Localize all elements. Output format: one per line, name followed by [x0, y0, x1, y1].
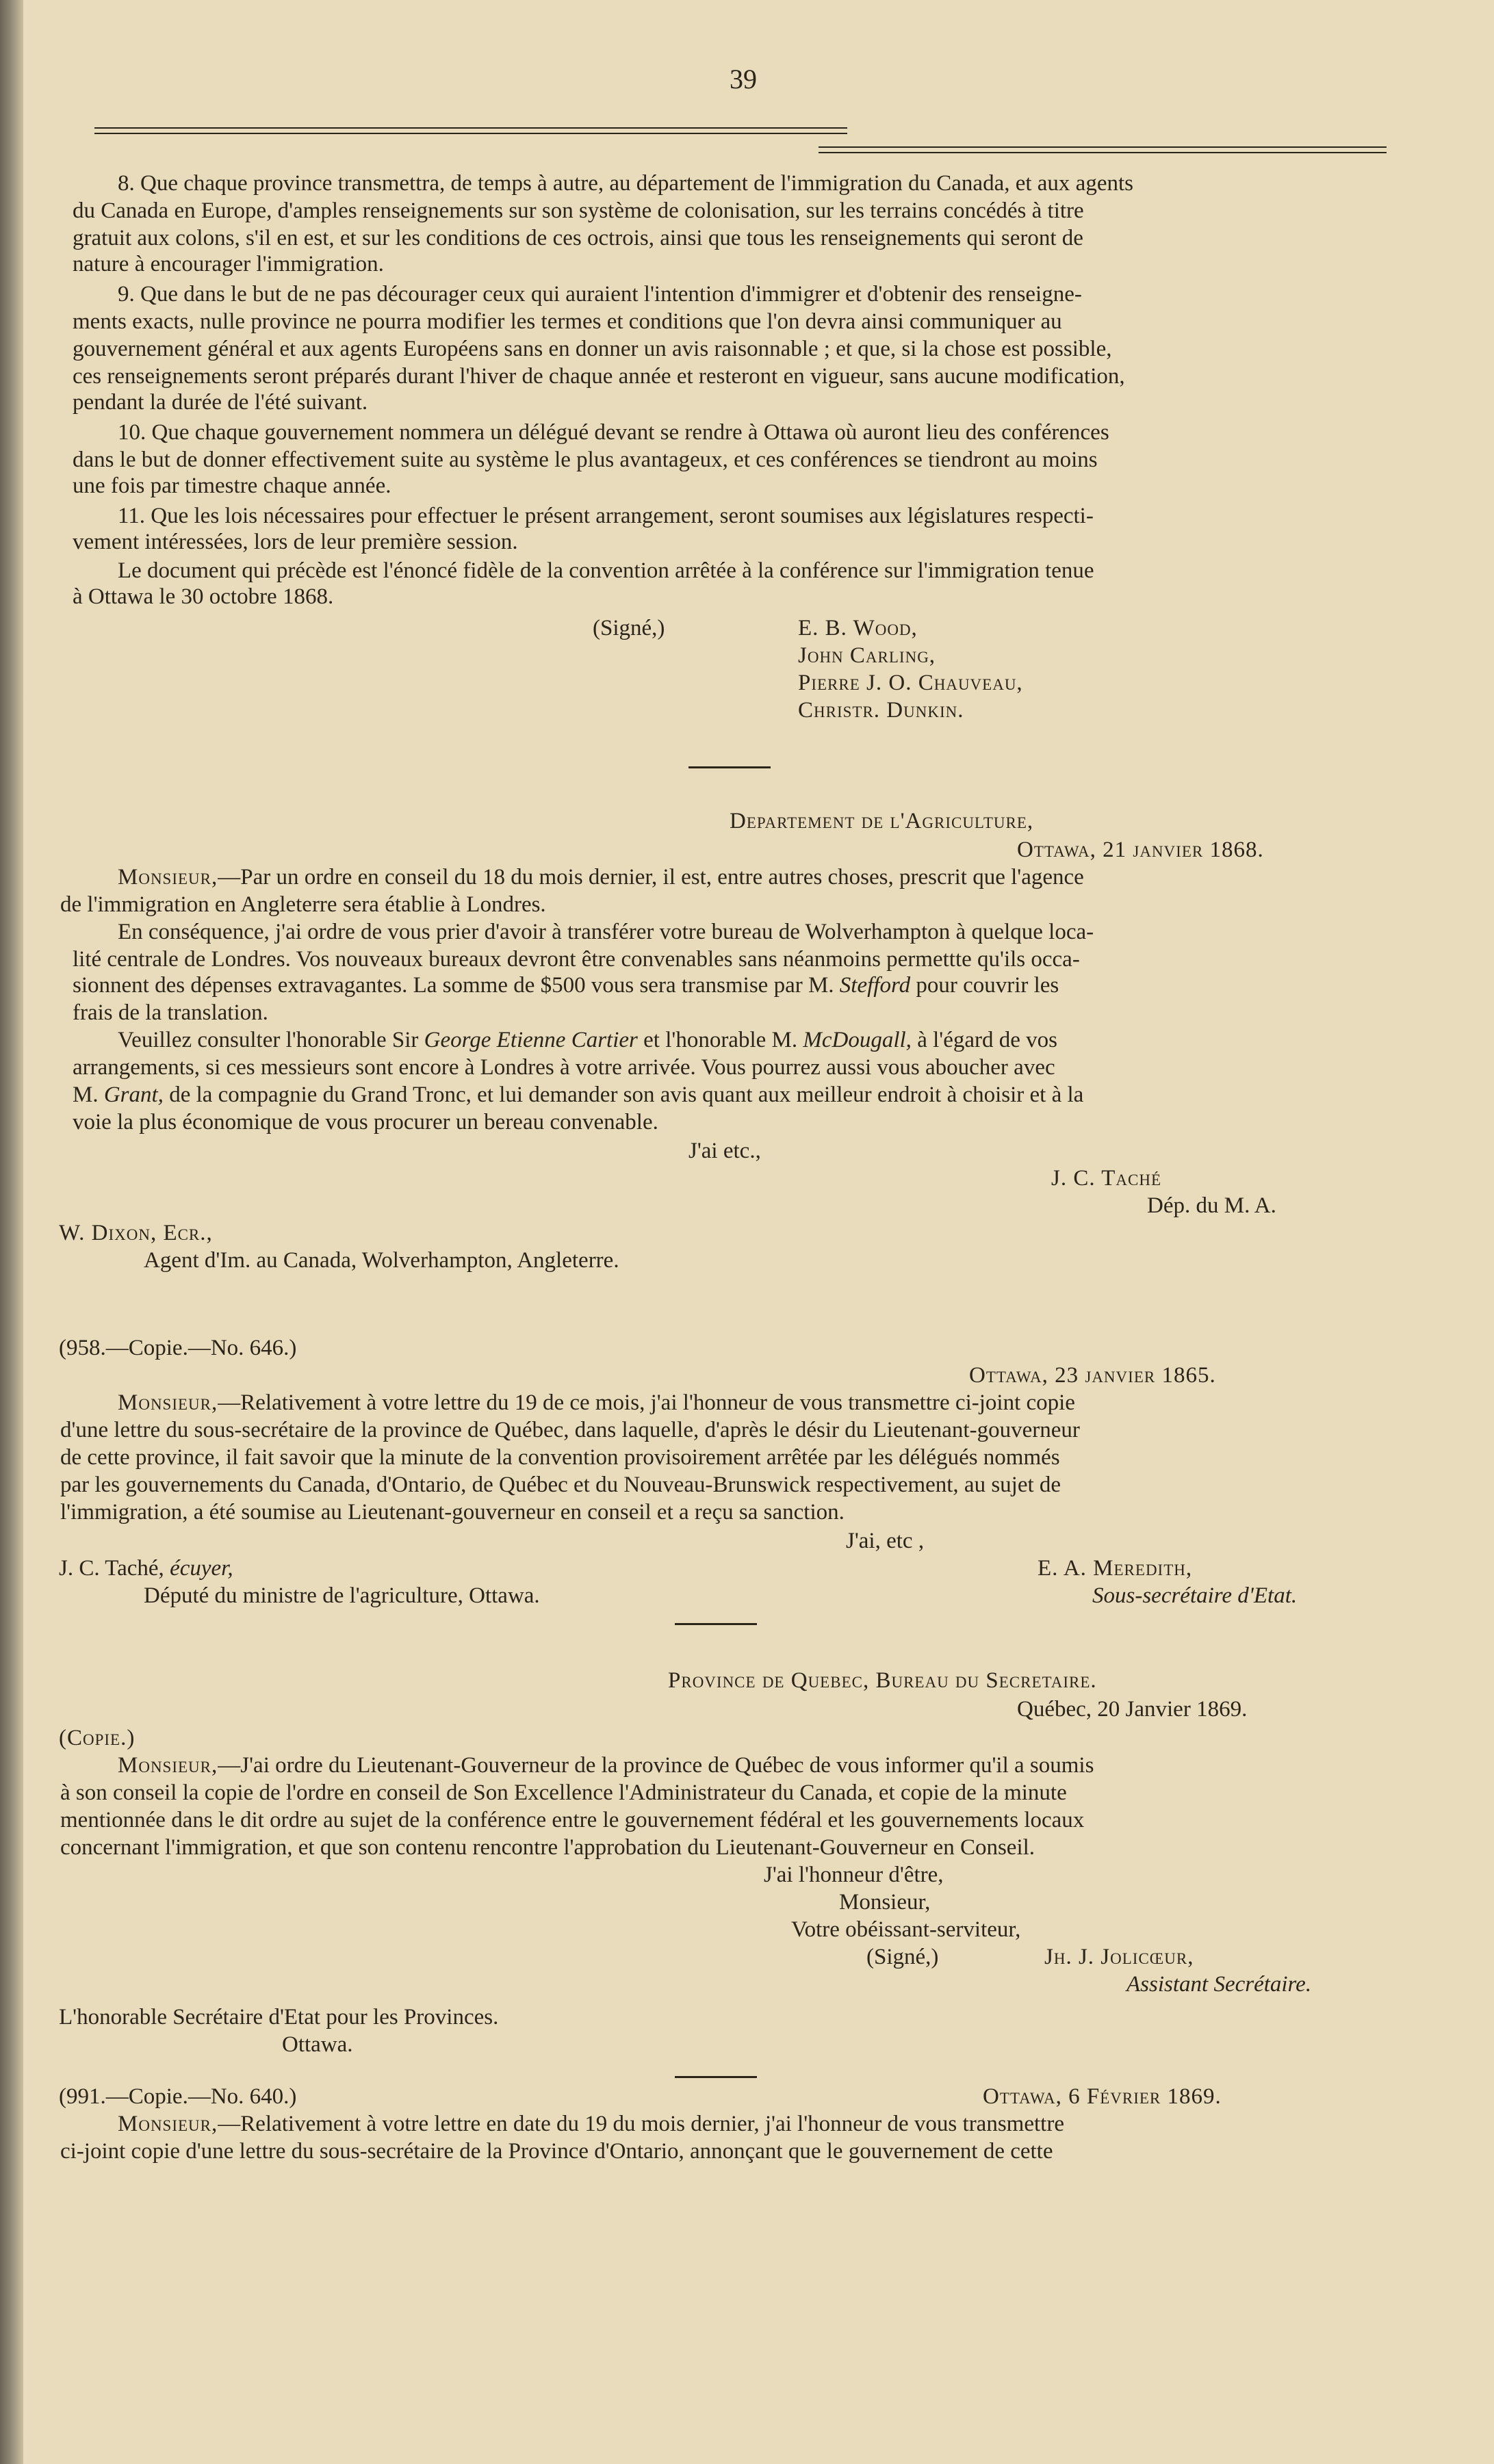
text-line: lité centrale de Londres. Vos nouveaux bureaux devront être convenables sans néanmoins permettte qu'ils occa- [73, 947, 1080, 972]
dateline-text: Ottawa, 23 janvier 1865. [969, 1363, 1216, 1388]
signed-label: (Signé,) [593, 616, 665, 640]
letter-heading: Departement de l'Agriculture, [730, 809, 1034, 833]
closing-line: Monsieur, [839, 1890, 931, 1915]
text-line: arrangements, si ces messieurs sont encore à Londres à votre arrivée. Vous pourrez aussi vous aboucher avec [73, 1055, 1055, 1080]
addressee-line: Agent d'Im. au Canada, Wolverhampton, Angleterre. [144, 1248, 619, 1273]
signatory: Pierre J. O. Chauveau, [798, 671, 1023, 695]
letter-dateline [1017, 836, 1264, 864]
addressee: W. Dixon, Ecr., [59, 1221, 213, 1245]
text-line: gouvernement général et aux agents Européens sans en donner un avis raisonnable ; et que, si la chose est possible, [73, 337, 1112, 361]
text-run: sionnent des dépenses extravagantes. La somme de $500 vous sera transmise par M. [73, 973, 834, 998]
text-line: nature à encourager l'immigration. [73, 252, 384, 276]
text-run: et l'honorable M. [643, 1028, 798, 1052]
signed-label: (Signé,) [866, 1945, 939, 1969]
text-line: voie la plus économique de vous procurer un bereau convenable. [73, 1110, 658, 1134]
signer-name: J. C. Taché [1051, 1166, 1162, 1191]
closing-line: J'ai l'honneur d'être, [764, 1863, 944, 1887]
signatory: John Carling, [798, 643, 936, 668]
letter-dateline [969, 1362, 1216, 1389]
section-divider [675, 1623, 757, 1625]
addressee [59, 1555, 233, 1582]
signer-name: Jh. J. Jolicœur, [1044, 1945, 1194, 1969]
section-divider [675, 2076, 757, 2078]
addressee-line: Ottawa. [282, 2032, 353, 2057]
salutation: Monsieur, [118, 865, 218, 890]
letter-dateline: Québec, 20 Janvier 1869. [1017, 1697, 1248, 1722]
text-line [118, 1026, 1057, 1054]
text-line: 9. Que dans le but de ne pas décourager ceux qui auraient l'intention d'immigrer et d'obtenir des renseigne- [118, 282, 1082, 307]
text-line [73, 1081, 1083, 1108]
text-run: de la compagnie du Grand Tronc, et lui demander son avis quant aux meilleur endroit à choisir et à la [169, 1082, 1084, 1107]
text-run: —J'ai ordre du Lieutenant-Gouverneur de la province de Québec de vous informer qu'il a soumis [218, 1753, 1094, 1778]
header-double-rule-right [819, 146, 1387, 153]
signer-title: Dép. du M. A. [1147, 1193, 1276, 1218]
closing-line: Votre obéissant-serviteur, [791, 1917, 1021, 1942]
text-line [118, 2110, 1064, 2138]
text-line [118, 864, 1084, 891]
letter-dateline [983, 2083, 1222, 2110]
text-line [118, 1389, 1075, 1416]
text-line: 10. Que chaque gouvernement nommera un délégué devant se rendre à Ottawa où auront lieu des conférences [118, 420, 1109, 445]
text-line: de l'immigration en Angleterre sera établie à Londres. [60, 892, 546, 917]
letter-heading: Province de Quebec, Bureau du Secretaire. [668, 1668, 1097, 1693]
signer-title: Sous-secrétaire d'Etat. [1092, 1583, 1298, 1608]
text-line: pendant la durée de l'été suivant. [73, 390, 368, 415]
name-grant: Grant, [103, 1082, 164, 1107]
dateline-text: Ottawa, 21 janvier 1868. [1017, 838, 1264, 862]
text-line: à son conseil la copie de l'ordre en conseil de Son Excellence l'Administrateur du Canada, et copie de la minute [60, 1780, 1067, 1805]
text-run: —Par un ordre en conseil du 18 du mois dernier, il est, entre autres choses, prescrit que l'agence [218, 865, 1084, 890]
addressee: L'honorable Secrétaire d'Etat pour les Provinces. [59, 2005, 499, 2029]
valediction: J'ai, etc , [846, 1529, 925, 1553]
text-line: En conséquence, j'ai ordre de vous prier d'avoir à transférer votre bureau de Wolverhampton à quelque loca- [118, 920, 1094, 944]
text-line: mentionnée dans le dit ordre au sujet de la conférence entre le gouvernement fédéral et les gouvernements locaux [60, 1808, 1085, 1832]
valediction: J'ai etc., [688, 1139, 761, 1163]
reference-number: (991.—Copie.—No. 640.) [59, 2084, 297, 2109]
text-run: Veuillez consulter l'honorable Sir [118, 1028, 419, 1052]
name-cartier: George Etienne Cartier [424, 1028, 638, 1052]
text-line: par les gouvernements du Canada, d'Ontario, de Québec et du Nouveau-Brunswick respectivement, au sujet de [60, 1473, 1061, 1497]
text-line: Le document qui précède est l'énoncé fidèle de la convention arrêtée à la conférence sur l'immigration tenue [118, 558, 1094, 583]
signer-title: Assistant Secrétaire. [1126, 1972, 1312, 1997]
addressee-suffix: écuyer, [170, 1556, 233, 1581]
copy-marker: (Copie.) [59, 1726, 136, 1750]
reference-number: (958.—Copie.—No. 646.) [59, 1336, 297, 1360]
text-line: du Canada en Europe, d'amples renseignements sur son système de colonisation, sur les terrains concédés à titre [73, 198, 1084, 223]
text-line: une fois par timestre chaque année. [73, 474, 391, 498]
text-line: d'une lettre du sous-secrétaire de la province de Québec, dans laquelle, d'après le désir du Lieutenant-gouverneur [60, 1418, 1080, 1442]
document-page [59, 0, 1390, 2464]
text-line: l'immigration, a été soumise au Lieutenant-gouverneur en conseil et a reçu sa sanction. [60, 1500, 845, 1525]
name-mcdougall: McDougall, [803, 1028, 912, 1052]
text-line: à Ottawa le 30 octobre 1868. [73, 584, 334, 609]
text-line: ments exacts, nulle province ne pourra modifier les termes et conditions que l'on devra ainsi communiquer au [73, 309, 1062, 334]
addressee-line: Député du ministre de l'agriculture, Ottawa. [144, 1583, 540, 1608]
text-line: 8. Que chaque province transmettra, de temps à autre, au département de l'immigration du Canada, et aux agents [118, 171, 1133, 196]
salutation: Monsieur, [118, 1753, 218, 1778]
text-line: dans le but de donner effectivement suite au système le plus avantageux, et ces conférences se tiendront au moins [73, 448, 1098, 472]
page-number: 39 [730, 64, 757, 94]
addressee-name: J. C. Taché, [59, 1556, 164, 1581]
name-stefford: Stefford [839, 973, 911, 998]
text-line: de cette province, il fait savoir que la minute de la convention provisoirement arrêtée par les délégués nommés [60, 1445, 1060, 1470]
text-line [118, 1752, 1094, 1779]
text-run: pour couvrir les [916, 973, 1059, 998]
text-line: vement intéressées, lors de leur première session. [73, 530, 518, 554]
text-run: —Relativement à votre lettre en date du 19 du mois dernier, j'ai l'honneur de vous transmettre [218, 2112, 1064, 2136]
text-line: ces renseignements seront préparés durant l'hiver de chaque année et resteront en vigueur, sans aucune modification, [73, 364, 1125, 389]
text-run: M. [73, 1082, 99, 1107]
salutation: Monsieur, [118, 2112, 218, 2136]
text-line: frais de la translation. [73, 1000, 268, 1025]
signatory: Christr. Dunkin. [798, 698, 964, 723]
header-double-rule [94, 127, 847, 134]
text-run: à l'égard de vos [917, 1028, 1057, 1052]
page-binding-edge [0, 0, 23, 2464]
section-divider [688, 766, 771, 768]
signatory: E. B. Wood, [798, 616, 918, 640]
text-run: —Relativement à votre lettre du 19 de ce mois, j'ai l'honneur de vous transmettre ci-joint copie [218, 1390, 1075, 1415]
text-line: gratuit aux colons, s'il en est, et sur les conditions de ces octrois, ainsi que tous les renseignements qui seront de [73, 226, 1083, 250]
text-line [73, 972, 1059, 999]
salutation: Monsieur, [118, 1390, 218, 1415]
text-line: 11. Que les lois nécessaires pour effectuer le présent arrangement, seront soumises aux législatures respecti- [118, 504, 1094, 528]
dateline-text: Ottawa, 6 Février 1869. [983, 2084, 1222, 2109]
signer-name: E. A. Meredith, [1038, 1556, 1193, 1581]
text-line: concernant l'immigration, et que son contenu rencontre l'approbation du Lieutenant-Gouverneur en Conseil. [60, 1835, 1035, 1860]
text-line: ci-joint copie d'une lettre du sous-secrétaire de la Province d'Ontario, annonçant que le gouvernement de cette [60, 2139, 1053, 2164]
